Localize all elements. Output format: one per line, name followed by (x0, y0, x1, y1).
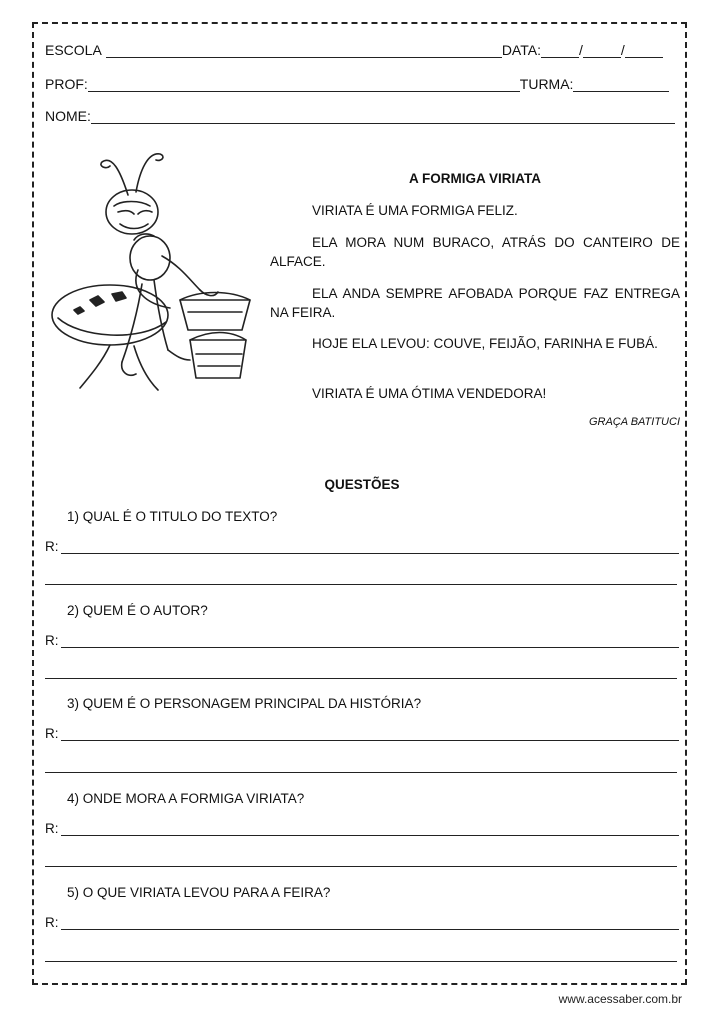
date-sep-2: / (620, 42, 625, 58)
school-row (45, 42, 663, 58)
answer-line-extra[interactable] (45, 678, 677, 679)
story-paragraph: VIRIATA É UMA ÓTIMA VENDEDORA! (312, 386, 547, 401)
class-field[interactable] (573, 77, 669, 92)
teacher-row (45, 76, 669, 92)
date-month-field[interactable] (583, 43, 621, 58)
name-field[interactable] (91, 109, 675, 124)
answer-row-2 (45, 633, 679, 648)
teacher-label: PROF: (45, 76, 88, 92)
question-4: 4) ONDE MORA A FORMIGA VIRIATA? (67, 791, 305, 806)
date-year-field[interactable] (625, 43, 663, 58)
answer-line-extra[interactable] (45, 961, 677, 962)
answer-line-extra[interactable] (45, 866, 677, 867)
answer-label: R: (45, 726, 59, 741)
story-author: GRAÇA BATITUCI (588, 416, 680, 428)
answer-line[interactable] (61, 915, 680, 930)
answer-line-extra[interactable] (45, 772, 677, 773)
story-title: A FORMIGA VIRIATA (409, 171, 541, 186)
answer-line[interactable] (61, 633, 680, 648)
class-label: TURMA: (519, 76, 574, 92)
questions-title: QUESTÕES (324, 477, 400, 492)
question-5: 5) O QUE VIRIATA LEVOU PARA A FEIRA? (67, 885, 331, 900)
story-paragraph: ELA ANDA SEMPRE AFOBADA PORQUE FAZ ENTREGA NA FEIRA. (270, 286, 680, 320)
answer-row-4 (45, 821, 679, 836)
school-label: ESCOLA (45, 42, 102, 58)
answer-row-3 (45, 726, 679, 741)
answer-line-extra[interactable] (45, 584, 677, 585)
answer-label: R: (45, 915, 59, 930)
question-1: 1) QUAL É O TITULO DO TEXTO? (67, 509, 278, 524)
answer-line[interactable] (61, 821, 680, 836)
teacher-field[interactable] (88, 77, 520, 92)
answer-label: R: (45, 539, 59, 554)
answer-label: R: (45, 821, 59, 836)
answer-line[interactable] (61, 726, 680, 741)
name-row (45, 108, 675, 124)
date-sep-1: / (578, 42, 583, 58)
answer-row-5 (45, 915, 679, 930)
question-3: 3) QUEM É O PERSONAGEM PRINCIPAL DA HISTÓRIA? (67, 696, 422, 711)
ant-illustration (50, 140, 255, 400)
date-day-field[interactable] (541, 43, 579, 58)
story-paragraph: HOJE ELA LEVOU: COUVE, FEIJÃO, FARINHA E FUBÁ. (312, 336, 658, 351)
school-field[interactable] (106, 43, 502, 58)
story-paragraph: VIRIATA É UMA FORMIGA FELIZ. (312, 203, 518, 218)
footer-site: www.acessaber.com.br (558, 992, 682, 1006)
name-label: NOME: (45, 108, 91, 124)
answer-line[interactable] (61, 539, 680, 554)
date-label: DATA: (501, 42, 541, 58)
answer-label: R: (45, 633, 59, 648)
answer-row-1 (45, 539, 679, 554)
question-2: 2) QUEM É O AUTOR? (67, 603, 208, 618)
story-paragraph: ELA MORA NUM BURACO, ATRÁS DO CANTEIRO DE ALFACE. (270, 235, 680, 269)
